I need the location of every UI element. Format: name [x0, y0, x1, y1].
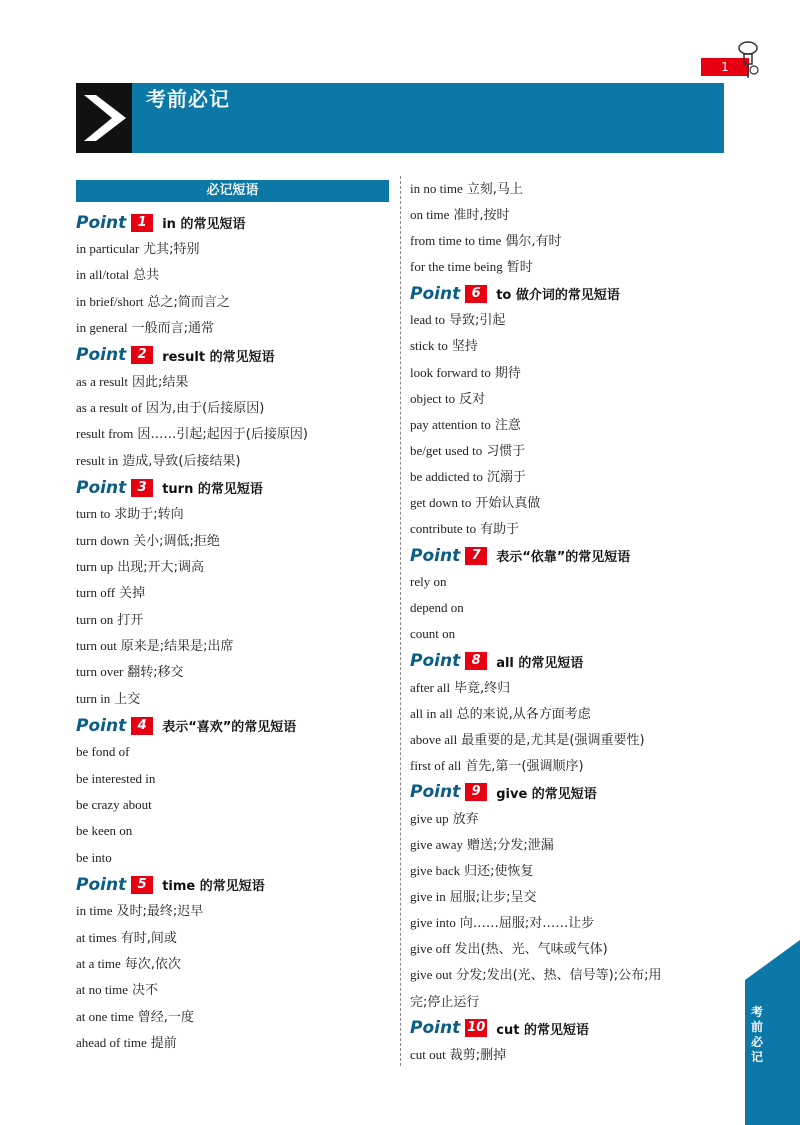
point-number-badge: 4: [131, 717, 153, 735]
point-title: cut 的常见短语: [496, 1022, 589, 1038]
point-title: all 的常见短语: [496, 655, 584, 671]
phrase-meaning: 放弃: [452, 811, 479, 827]
point-title: in 的常见短语: [162, 217, 246, 232]
left-phrase-list: [76, 209, 390, 1057]
phrase-entry: [410, 727, 720, 753]
phrase-english: all in all: [410, 705, 453, 721]
phrase-english: in no time: [410, 181, 463, 196]
phrase-entry: [410, 202, 720, 228]
phrase-english: in time: [76, 903, 113, 919]
phrase-english: turn over: [76, 664, 124, 680]
point-label: Point: [76, 715, 127, 736]
phrase-meaning: 向……屈服;对……让步: [459, 916, 595, 932]
column-divider: [400, 176, 401, 1066]
point-title: time 的常见短语: [162, 879, 265, 895]
phrase-english: after all: [410, 679, 451, 695]
point-heading: [410, 280, 720, 307]
phrase-entry: [410, 464, 720, 490]
phrase-entry: [76, 686, 390, 712]
phrase-entry: [410, 307, 720, 333]
phrase-english: be into: [76, 849, 112, 865]
phrase-english: give in: [410, 889, 446, 905]
phrase-entry: [76, 580, 390, 606]
phrase-entry: [76, 739, 390, 765]
phrase-entry: [76, 633, 390, 659]
phrase-meaning: 一般而言;通常: [131, 321, 214, 337]
phrase-meaning: 决不: [131, 983, 158, 999]
phrase-meaning: 完;停止运行: [410, 994, 480, 1010]
point-title: give 的常见短语: [496, 786, 597, 802]
phrase-english: give back: [410, 863, 461, 879]
phrase-english: give off: [410, 941, 451, 957]
point-number-badge: 6: [465, 285, 487, 303]
phrase-meaning: 沉溺于: [486, 469, 526, 485]
phrase-meaning: 暂时: [506, 260, 533, 276]
phrase-entry: [76, 792, 390, 818]
phrase-entry: [410, 701, 720, 727]
point-heading: [76, 209, 390, 236]
phrase-entry: [410, 360, 720, 386]
phrase-entry: [76, 977, 390, 1003]
phrase-meaning: 每次,依次: [124, 956, 181, 972]
point-label: Point: [410, 545, 461, 566]
phrase-meaning: 习惯于: [486, 443, 526, 459]
phrase-meaning: 总的来说,从各方面考虑: [456, 706, 591, 722]
phrase-english: pay attention to: [410, 416, 491, 432]
point-number-badge: 8: [465, 652, 487, 670]
right-column: [410, 176, 720, 1068]
phrase-entry: [410, 962, 720, 988]
point-title: 表示“喜欢”的常见短语: [162, 720, 297, 736]
phrase-meaning: 总共: [133, 268, 160, 284]
phrase-entry: [76, 421, 390, 447]
section-title: 必记短语: [76, 180, 389, 202]
phrase-entry: [410, 333, 720, 359]
phrase-entry: [410, 832, 720, 858]
point-label: Point: [76, 345, 127, 366]
phrase-english: be interested in: [76, 770, 156, 786]
left-column: [76, 176, 390, 1057]
phrase-english: rely on: [410, 574, 447, 590]
phrase-meaning: 反对: [459, 391, 486, 407]
phrase-meaning: 因为,由于(后接原因): [146, 400, 265, 416]
phrase-entry: [410, 254, 720, 280]
phrase-meaning: 期待: [494, 365, 521, 381]
phrase-meaning: 赠送;分发;泄漏: [467, 837, 554, 853]
phrase-meaning: 发出(热、光、气味或气体): [454, 942, 608, 958]
point-number-badge: 1: [131, 214, 153, 232]
point-label: Point: [410, 1018, 461, 1039]
phrase-english: in brief/short: [76, 293, 144, 309]
point-heading: [76, 474, 390, 501]
phrase-english: as a result: [76, 373, 128, 389]
point-label: Point: [76, 477, 127, 498]
point-label: Point: [410, 283, 461, 304]
point-title: to 做介词的常见短语: [496, 288, 620, 304]
point-label: Point: [76, 212, 127, 233]
phrase-english: at a time: [76, 955, 121, 971]
phrase-entry: [410, 858, 720, 884]
phrase-entry: [76, 845, 390, 871]
phrase-english: turn out: [76, 638, 117, 654]
point-label: Point: [410, 782, 461, 803]
phrase-entry: [76, 818, 390, 844]
phrase-english: stick to: [410, 338, 448, 354]
phrase-english: turn to: [76, 506, 111, 522]
point-heading: [76, 871, 390, 898]
phrase-meaning: 因……引起;起因于(后接原因): [137, 427, 308, 443]
point-heading: [410, 542, 720, 569]
phrase-english: give out: [410, 967, 453, 983]
phrase-meaning: 关小;调低;拒绝: [133, 533, 220, 549]
point-heading: [76, 712, 390, 739]
phrase-english: give into: [410, 915, 456, 931]
phrase-entry: [410, 1042, 720, 1068]
phrase-meaning: 偶尔,有时: [505, 234, 562, 250]
phrase-meaning: 原来是;结果是;出席: [120, 639, 234, 655]
phrase-english: be crazy about: [76, 797, 152, 813]
phrase-entry: [410, 438, 720, 464]
phrase-entry: [76, 607, 390, 633]
phrase-entry: [76, 501, 390, 527]
phrase-english: from time to time: [410, 233, 502, 249]
phrase-english: for the time being: [410, 259, 503, 275]
phrase-entry: [76, 898, 390, 924]
phrase-meaning: 及时;最终;迟早: [116, 904, 204, 920]
phrase-english: object to: [410, 390, 456, 406]
phrase-entry: [410, 675, 720, 701]
phrase-english: be addicted to: [410, 468, 483, 484]
point-number-badge: 9: [465, 783, 487, 801]
phrase-entry: [76, 659, 390, 685]
phrase-meaning: 立刻,马上: [466, 182, 523, 197]
phrase-meaning: 裁剪;删掉: [449, 1047, 507, 1063]
phrase-english: turn off: [76, 585, 116, 601]
phrase-english: as a result of: [76, 399, 143, 415]
phrase-english: on time: [410, 207, 450, 223]
phrase-entry: [76, 528, 390, 554]
phrase-english: turn on: [76, 611, 114, 627]
phrase-entry: [410, 884, 720, 910]
point-label: Point: [76, 874, 127, 895]
point-title: result 的常见短语: [162, 349, 275, 365]
phrase-english: at one time: [76, 1008, 134, 1024]
phrase-meaning: 坚持: [451, 339, 478, 355]
phrase-english: be fond of: [76, 744, 130, 760]
phrase-english: result in: [76, 452, 119, 468]
phrase-entry: [410, 595, 720, 621]
phrase-entry: [76, 554, 390, 580]
phrase-meaning: 归还;使恢复: [464, 864, 534, 880]
phrase-english: above all: [410, 731, 458, 747]
phrase-english: turn in: [76, 690, 111, 706]
phrase-english: count on: [410, 626, 456, 642]
chevron-right-icon: [80, 91, 128, 145]
phrase-english: first of all: [410, 757, 462, 773]
phrase-entry: [410, 386, 720, 412]
phrase-entry: [410, 176, 720, 202]
phrase-entry: [76, 315, 390, 341]
phrase-english: look forward to: [410, 364, 491, 380]
point-number-badge: 5: [131, 876, 153, 894]
phrase-entry: [76, 951, 390, 977]
phrase-meaning: 造成,导致(后接结果): [122, 453, 241, 469]
phrase-meaning: 总之;简而言之: [147, 294, 230, 310]
phrase-meaning: 出现;开大;调高: [117, 559, 204, 575]
phrase-entry: [76, 925, 390, 951]
phrase-entry: [76, 262, 390, 288]
phrase-entry: [76, 1004, 390, 1030]
phrase-english: turn up: [76, 558, 114, 574]
phrase-entry: [410, 516, 720, 542]
phrase-meaning: 准时,按时: [453, 208, 510, 224]
phrase-entry: [410, 936, 720, 962]
phrase-english: contribute to: [410, 521, 477, 537]
phrase-english: get down to: [410, 495, 472, 511]
side-tab-label: 考前必记: [750, 1005, 763, 1064]
point-heading: [410, 1015, 720, 1042]
phrase-english: ahead of time: [76, 1035, 147, 1051]
phrase-english: lead to: [410, 312, 446, 328]
phrase-meaning: 求助于;转向: [114, 507, 184, 523]
phrase-meaning: 关掉: [119, 586, 146, 602]
phrase-entry: [410, 621, 720, 647]
phrase-entry: [76, 448, 390, 474]
phrase-meaning: 尤其;特别: [143, 242, 200, 257]
phrase-english: cut out: [410, 1046, 446, 1062]
phrase-meaning: 有助于: [480, 522, 520, 538]
point-number-badge: 7: [465, 547, 487, 565]
phrase-meaning: 屈服;让步;呈交: [449, 890, 537, 906]
phrase-meaning: 开始认真做: [475, 496, 541, 512]
point-number-badge: 2: [131, 346, 153, 364]
point-heading: [410, 779, 720, 806]
phrase-meaning: 分发;发出(光、热、信号等);公布;用: [456, 968, 662, 984]
phrase-english: in all/total: [76, 267, 130, 283]
header-arrow-block: [76, 83, 132, 153]
phrase-entry: [410, 806, 720, 832]
phrase-entry: [76, 1030, 390, 1056]
phrase-entry: [410, 228, 720, 254]
phrase-english: give up: [410, 810, 449, 826]
phrase-entry: [410, 910, 720, 936]
point-title: turn 的常见短语: [162, 482, 263, 498]
phrase-meaning: 曾经,一度: [137, 1009, 194, 1025]
phrase-meaning: 上交: [114, 691, 141, 707]
phrase-entry: [410, 569, 720, 595]
phrase-english: turn down: [76, 532, 130, 548]
header-bar: [76, 83, 724, 153]
point-title: 表示“依靠”的常见短语: [496, 550, 631, 566]
phrase-english: at no time: [76, 982, 128, 998]
point-label: Point: [410, 651, 461, 671]
point-number-badge: 10: [467, 1020, 486, 1036]
phrase-english: be keen on: [76, 823, 133, 839]
point-heading: [76, 342, 390, 369]
phrase-meaning: 首先,第一(强调顺序): [465, 758, 584, 774]
phrase-english: in general: [76, 320, 128, 336]
phrase-meaning: 翻转;移交: [127, 665, 184, 681]
phrase-english: at times: [76, 929, 117, 945]
right-phrase-list: [410, 176, 720, 1068]
phrase-entry: [410, 989, 720, 1015]
phrase-entry: [410, 412, 720, 438]
phrase-english: depend on: [410, 600, 464, 616]
phrase-entry: [410, 753, 720, 779]
phrase-entry: [76, 369, 390, 395]
phrase-entry: [76, 395, 390, 421]
phrase-meaning: 最重要的是,尤其是(强调重要性): [461, 732, 645, 748]
point-number-badge: 3: [131, 479, 153, 497]
phrase-meaning: 有时,间或: [120, 930, 177, 946]
phrase-english: give away: [410, 836, 464, 852]
pushpin-icon: [736, 40, 762, 84]
phrase-entry: [76, 236, 390, 262]
phrase-entry: [410, 490, 720, 516]
phrase-entry: [76, 766, 390, 792]
phrase-meaning: 导致;引起: [449, 313, 506, 329]
page-title: 考前必记: [146, 87, 230, 111]
phrase-meaning: 毕竟,终归: [454, 680, 511, 696]
phrase-meaning: 注意: [494, 417, 521, 433]
phrase-english: be/get used to: [410, 442, 483, 458]
phrase-meaning: 提前: [150, 1036, 177, 1052]
phrase-english: in particular: [76, 241, 140, 256]
point-heading: [410, 648, 720, 675]
phrase-english: result from: [76, 426, 134, 442]
page-number: 1: [701, 58, 749, 76]
phrase-entry: [76, 289, 390, 315]
phrase-meaning: 因此;结果: [131, 374, 189, 390]
phrase-meaning: 打开: [117, 612, 144, 628]
